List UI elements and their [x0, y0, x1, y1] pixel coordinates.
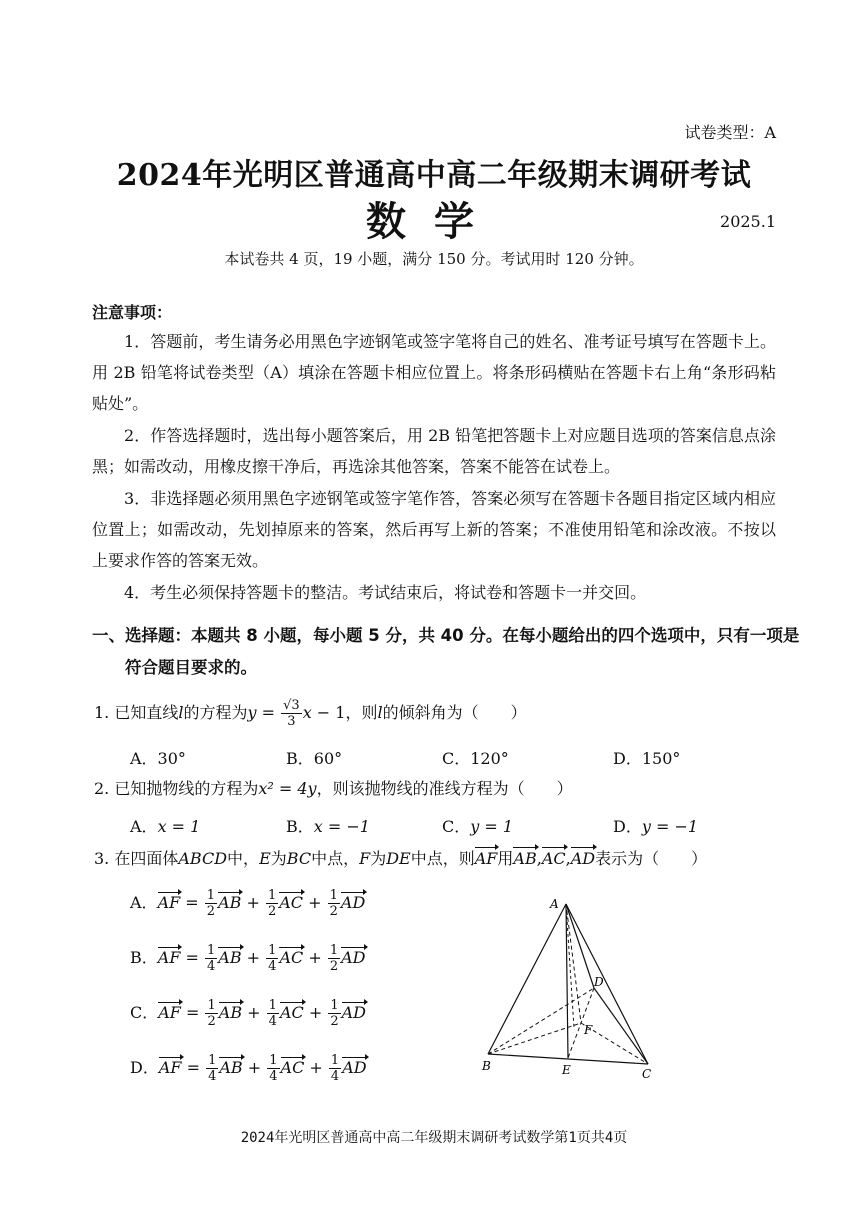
- q2-option-d-label: D．: [613, 817, 642, 836]
- q3-text-8: 表示为（ ）: [595, 849, 708, 868]
- q3-option-d-frac-2: [267, 1053, 279, 1084]
- q3-text-6: 中点，则: [410, 849, 475, 868]
- frac-den: 4: [208, 1069, 217, 1084]
- frac-num: 1: [207, 943, 216, 958]
- edge-ac: [566, 904, 648, 1064]
- frac-den: 2: [207, 1014, 216, 1029]
- notice-item-3: 3．非选择题必须用黑色字迹钢笔或签字笔作答，答案必须写在答题卡各题目指定区域内相应位置上；如需改动，先划掉原来的答案，然后再写上新的答案；不准使用铅笔和涂改液。不按以上要求作答的答案无效。: [92, 489, 776, 570]
- plus-sign: +: [241, 948, 266, 967]
- q2-option-a-expr: x = 1: [157, 817, 201, 836]
- q3-text-5: 为: [370, 849, 387, 868]
- q1-option-c: C．120°: [442, 749, 509, 768]
- plus-sign: +: [303, 948, 327, 967]
- exam-info: 本试卷共 4 页，19 小题，满分 150 分。考试用时 120 分钟。: [224, 250, 644, 268]
- q1-var-x: x: [302, 703, 312, 722]
- segment-ae: [566, 904, 568, 1058]
- q2-equation: x² = 4y: [258, 779, 317, 798]
- notice-item-1: 1．答题前，考生请务必用黑色字迹钢笔或签字笔将自己的姓名、准考证号填写在答题卡上。用 2B 铅笔将试卷类型（A）填涂在答题卡相应位置上。将条形码横贴在答题卡右上角“条形码粘贴处”。: [92, 332, 776, 413]
- q2-option-b-label: B．: [286, 817, 314, 836]
- q1-frac-num: √3: [283, 698, 300, 713]
- q2-text-end: ，则该抛物线的准线方程为（ ）: [316, 779, 573, 798]
- q3-option-d-frac-1: [206, 1053, 218, 1084]
- q3-comma-1: ,: [536, 849, 542, 868]
- label-c: C: [642, 1067, 652, 1081]
- segment-af: [566, 904, 581, 1023]
- frac-num: 1: [269, 1053, 278, 1068]
- frac-den: 2: [267, 904, 277, 919]
- q3-text-7: 用: [497, 849, 514, 868]
- q2-option-a: [130, 814, 200, 837]
- q3-text-3: 为: [270, 849, 287, 868]
- q3-option-b-frac-3: [328, 943, 340, 974]
- label-f: F: [584, 1023, 593, 1037]
- q3-option-c-vec-ad: AD: [341, 1003, 366, 1022]
- q3-option-a-frac-3: [328, 888, 340, 919]
- q3-vec-ab: AB: [513, 849, 537, 868]
- q3-option-b-vec-ac: AC: [279, 948, 304, 967]
- frac-num: 1: [207, 998, 216, 1013]
- q1-option-d: D．150°: [613, 749, 681, 768]
- label-e: E: [562, 1063, 571, 1077]
- q2-option-c-expr: y = 1: [470, 817, 514, 836]
- frac-num: 1: [267, 888, 277, 903]
- page-footer: 2024年光明区普通高中高二年级期末调研考试数学第1页共4页: [240, 1130, 628, 1146]
- frac-num: 1: [206, 888, 216, 903]
- q3-option-d-frac-3: [329, 1053, 341, 1084]
- q3-option-c: [130, 998, 366, 1029]
- plus-sign: +: [241, 893, 265, 912]
- edge-dc: [594, 988, 648, 1064]
- frac-num: 1: [330, 1053, 340, 1068]
- frac-num: 1: [268, 943, 277, 958]
- q3-option-a-frac-2: [266, 888, 278, 919]
- q3-option-b-eq: =: [180, 948, 204, 967]
- q3-point-e: E: [259, 849, 271, 868]
- q3-option-c-vec-af: AF: [158, 1003, 181, 1022]
- q3-vec-af: AF: [474, 849, 498, 868]
- q3-option-d-vec-af: AF: [158, 1058, 182, 1077]
- q3-option-b-label: B．: [130, 948, 158, 967]
- q3-option-c-frac-2: [267, 998, 279, 1029]
- q3-option-a-vec-ad: AD: [340, 893, 366, 912]
- exam-title: 2024年光明区普通高中高二年级期末调研考试: [116, 158, 752, 193]
- q1-var-y: y: [247, 703, 257, 722]
- frac-num: 1: [329, 943, 339, 958]
- frac-den: 2: [206, 904, 216, 919]
- frac-num: 1: [329, 888, 338, 903]
- q3-option-a-eq: =: [180, 893, 204, 912]
- q3-option-c-vec-ac: AC: [279, 1003, 304, 1022]
- q3-option-c-eq: =: [180, 1003, 205, 1022]
- q3-option-a-frac-1: [205, 888, 217, 919]
- label-d: D: [594, 975, 604, 989]
- frac-den: 4: [207, 959, 216, 974]
- section-heading: 一、选择题：本题共 8 小题，每小题 5 分，共 40 分。在每小题给出的四个选项中，只有一项是符合题目要求的。: [92, 626, 800, 677]
- frac-den: 4: [269, 1069, 278, 1084]
- q2-option-c-label: C．: [442, 817, 471, 836]
- q3-vec-ac: AC: [541, 849, 566, 868]
- label-b: B: [482, 1059, 491, 1073]
- q3-option-b-frac-1: [205, 943, 217, 974]
- frac-den: 4: [268, 959, 277, 974]
- q3-option-a: [130, 888, 365, 919]
- q1-minus-one: − 1: [311, 703, 346, 722]
- frac-num: 1: [268, 998, 277, 1013]
- frac-num: 1: [208, 1053, 217, 1068]
- q3-option-a-vec-ac: AC: [279, 893, 304, 912]
- q3-option-c-frac-1: [205, 998, 217, 1029]
- frac-den: 2: [329, 904, 338, 919]
- notice-item-2: 2．作答选择题时，选出每小题答案后，用 2B 铅笔把答题卡上对应题目选项的答案信息点涂黑；如需改动，用橡皮擦干净后，再选涂其他答案，答案不能答在试卷上。: [92, 426, 776, 476]
- q3-option-c-frac-3: [328, 998, 340, 1029]
- subject-title: 数学: [366, 198, 502, 245]
- q3-option-d-vec-ad: AD: [342, 1058, 367, 1077]
- plus-sign: +: [303, 893, 327, 912]
- q3-option-b-frac-2: [266, 943, 278, 974]
- q3-option-d-eq: =: [181, 1058, 206, 1077]
- q2-text: 2. 已知抛物线的方程为: [94, 779, 259, 798]
- label-a: A: [550, 897, 559, 911]
- q3-option-c-label: C．: [130, 1003, 159, 1022]
- q2-option-b-expr: x = −1: [313, 817, 370, 836]
- q1-text-suffix: ，则: [345, 703, 378, 722]
- q1-option-a: A．30°: [130, 749, 186, 768]
- q3-vec-ad: AD: [570, 849, 596, 868]
- q3-option-c-vec-ab: AB: [218, 1003, 243, 1022]
- frac-den: 4: [330, 1069, 340, 1084]
- q1-equals: =: [256, 703, 281, 722]
- question-1: [94, 698, 527, 729]
- q3-text-4: 中点，: [311, 849, 360, 868]
- q3-option-a-vec-ab: AB: [218, 893, 242, 912]
- q3-option-d-label: D．: [130, 1058, 159, 1077]
- q3-option-a-label: A．: [130, 893, 158, 912]
- q2-option-c: [442, 814, 513, 837]
- q3-text-1: 3. 在四面体: [94, 849, 179, 868]
- q3-seg-bc: BC: [286, 849, 312, 868]
- plus-sign: +: [242, 1003, 266, 1022]
- q3-option-d: [130, 1053, 367, 1084]
- plus-sign: +: [303, 1003, 328, 1022]
- q3-option-a-vec-af: AF: [157, 893, 181, 912]
- frac-num: 1: [330, 998, 339, 1013]
- q2-option-d: [613, 814, 698, 837]
- q1-text: 1. 已知直线: [94, 703, 179, 722]
- notice-item-4: 4．考生必须保持答题卡的整洁。考试结束后，将试卷和答题卡一并交回。: [124, 583, 647, 602]
- question-3: [94, 848, 707, 870]
- frac-den: 4: [268, 1014, 277, 1029]
- q1-var-l2: l: [377, 703, 383, 722]
- q3-option-d-vec-ac: AC: [280, 1058, 305, 1077]
- q1-option-b: B．60°: [286, 749, 343, 768]
- q3-comma-2: ,: [565, 849, 571, 868]
- exam-date: 2025.1: [720, 212, 776, 231]
- q1-fraction: [281, 698, 302, 729]
- q1-text-mid: 的方程为: [183, 703, 248, 722]
- q3-option-d-vec-ab: AB: [219, 1058, 243, 1077]
- notice-title: 注意事项：: [92, 303, 173, 322]
- q3-option-b: [130, 943, 366, 974]
- q2-option-a-label: A．: [130, 817, 158, 836]
- plus-sign: +: [242, 1058, 267, 1077]
- q3-tetra: ABCD: [178, 849, 228, 868]
- q3-text-2: 中，: [227, 849, 260, 868]
- paper-type: 试卷类型：A: [684, 123, 776, 142]
- q3-option-b-vec-af: AF: [157, 948, 181, 967]
- q2-option-b: [286, 814, 370, 837]
- tetrahedron-figure: [470, 888, 670, 1088]
- edge-ad: [566, 904, 594, 988]
- plus-sign: +: [304, 1058, 328, 1077]
- q3-option-b-vec-ab: AB: [218, 948, 242, 967]
- q1-frac-den: 3: [287, 714, 296, 729]
- question-2: [94, 778, 573, 800]
- q1-text-end: 的倾斜角为（ ）: [382, 703, 527, 722]
- frac-den: 2: [329, 959, 339, 974]
- q3-option-b-vec-ad: AD: [341, 948, 366, 967]
- q1-var-l: l: [178, 703, 184, 722]
- q3-point-f: F: [359, 849, 371, 868]
- q3-seg-de: DE: [386, 849, 411, 868]
- frac-den: 2: [330, 1014, 339, 1029]
- q2-option-d-expr: y = −1: [641, 817, 699, 836]
